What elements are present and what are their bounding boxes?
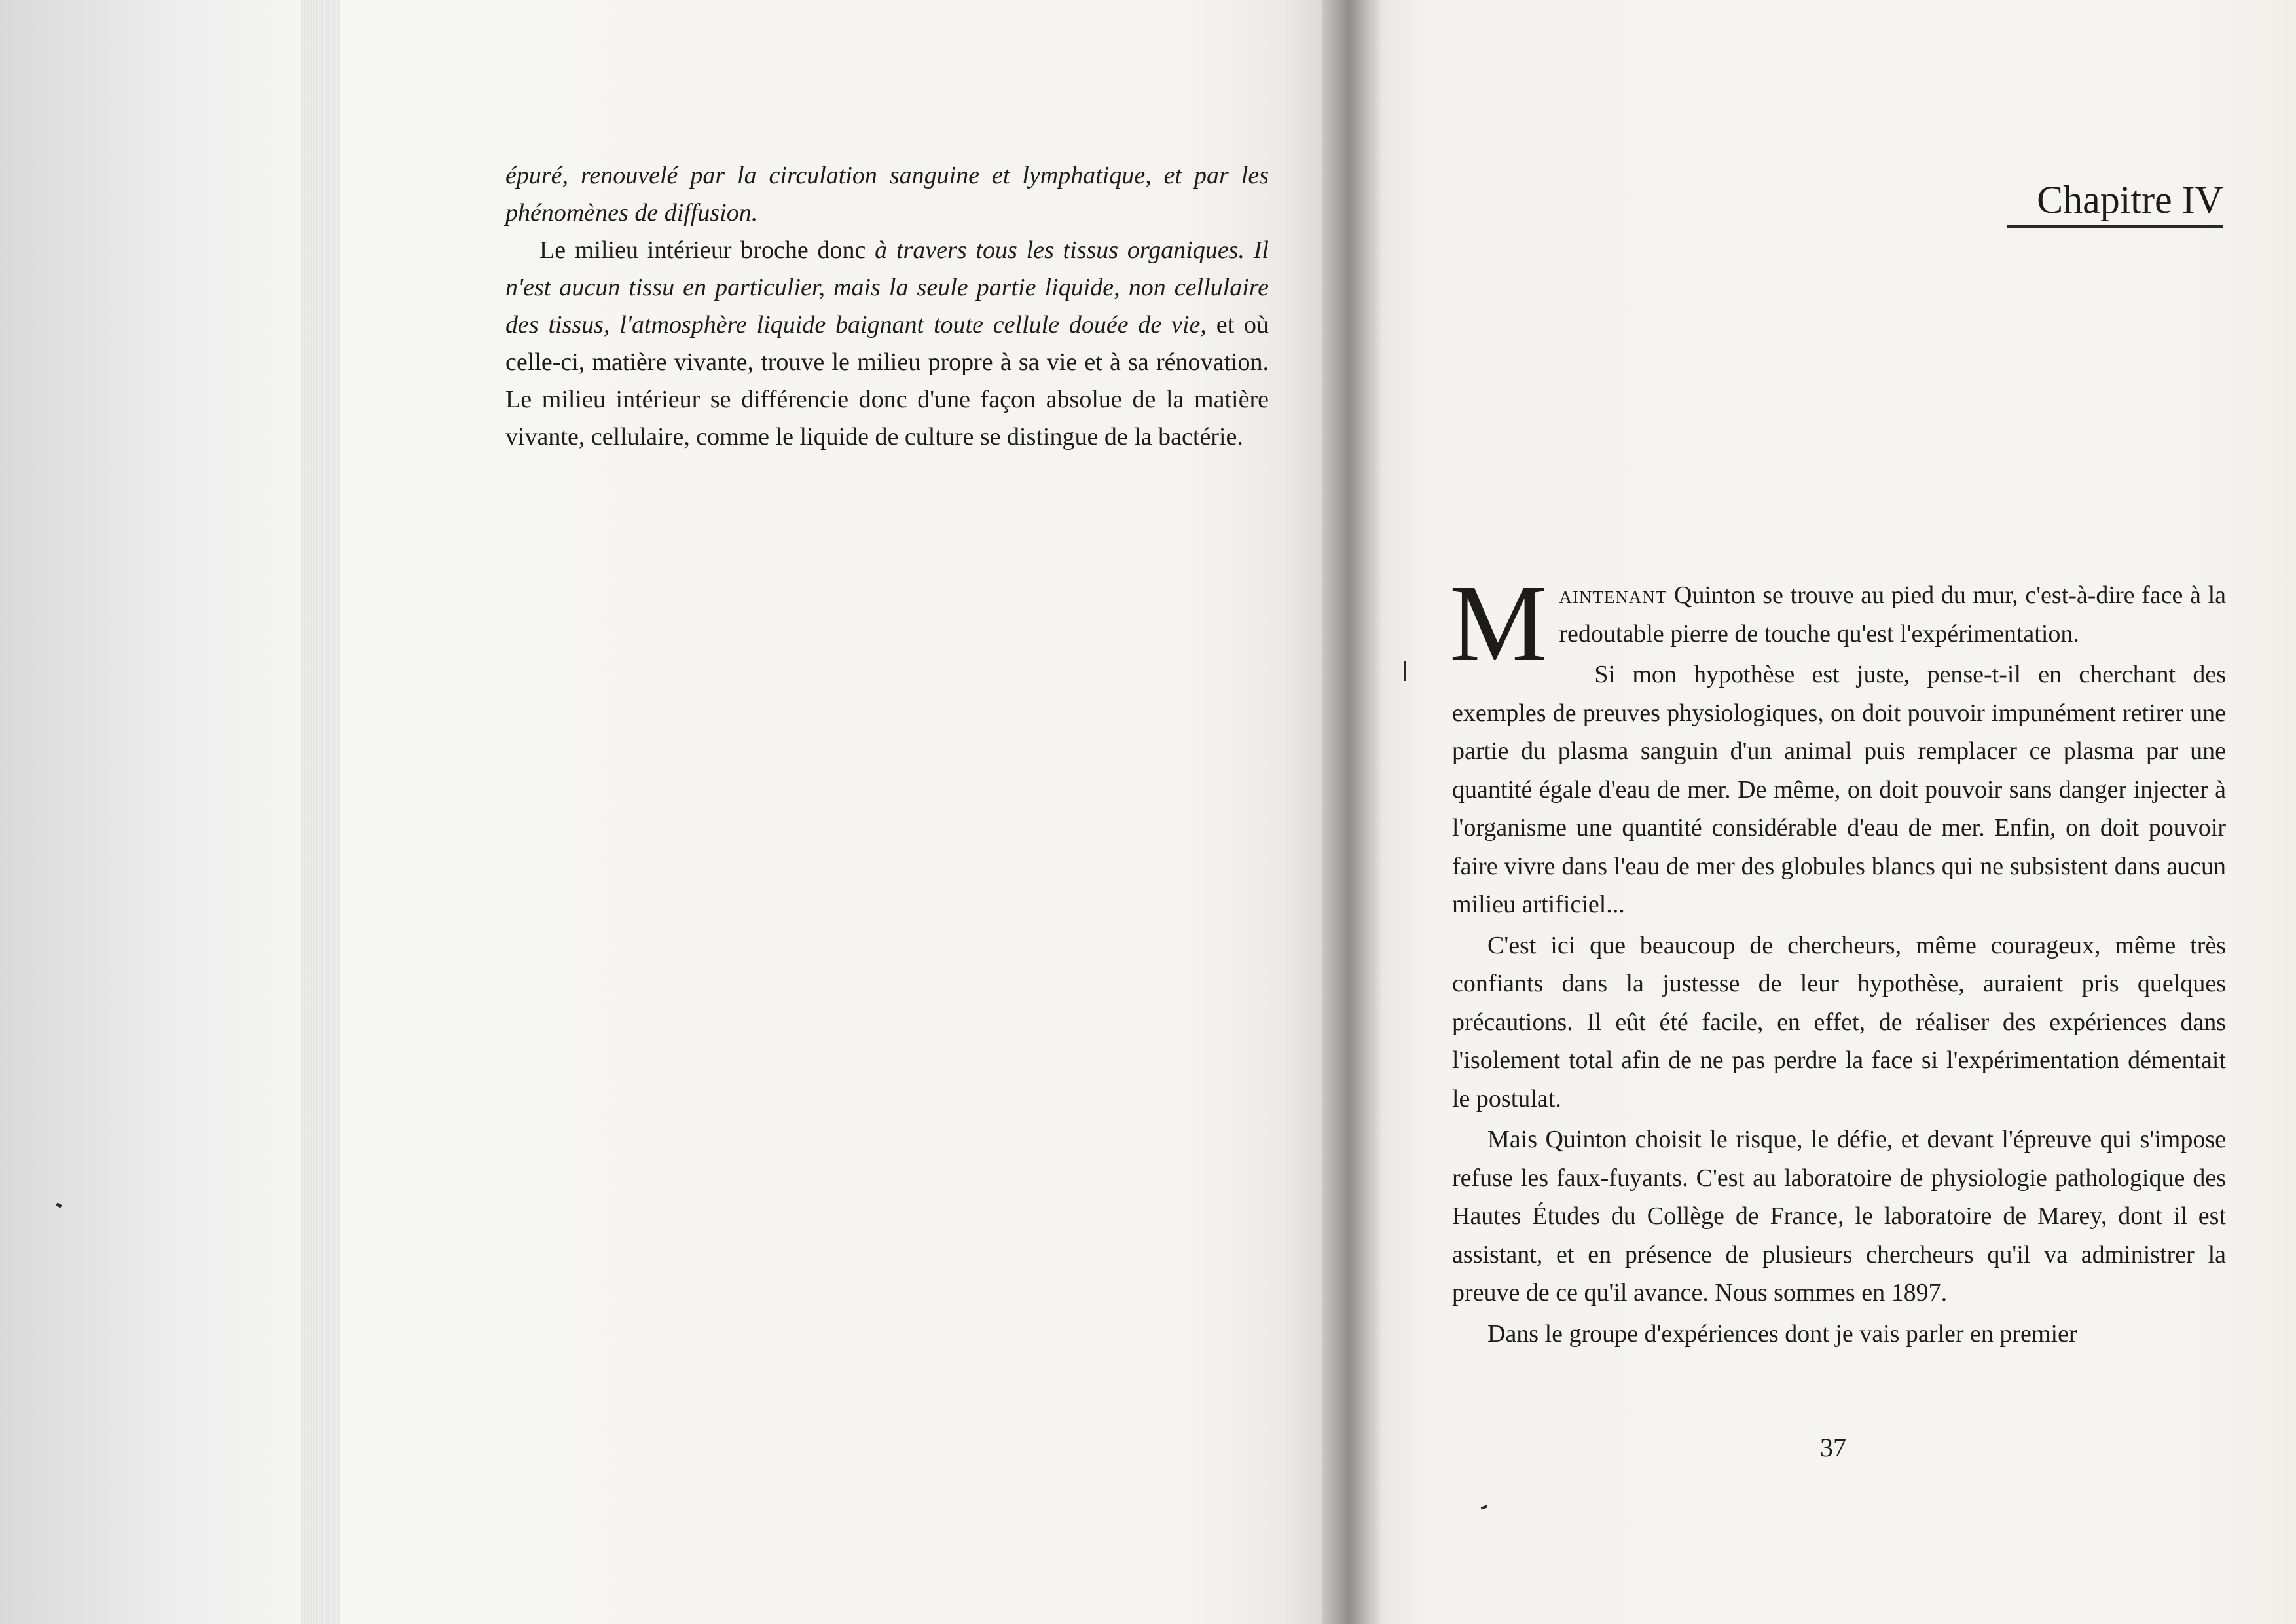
scan-mark-margin: [1404, 661, 1406, 681]
page-edges: [301, 0, 340, 1624]
right-paragraph-2: C'est ici que beaucoup de chercheurs, même courageux, même très confiants dans la justesse de leur hypothèse, auraient pris quelques précautions. Il eût été facile, en effet, de réaliser des expériences dans l'isolement total afin de ne pas perdre la face si l'expérimentation démentait le postulat.: [1452, 931, 2226, 1113]
right-paragraph-3: Mais Quinton choisit le risque, le défie, et devant l'épreuve qui s'impose refuse les faux-fuyants. C'est au laboratoire de physiologie pathologique des Hautes Études du Collège de France, le laboratoire de Marey, dont il est assistant, et en présence de plusieurs chercheurs qu'il va administrer la preuve de ce qu'il avance. Nous sommes en 1897.: [1452, 1126, 2226, 1306]
left-paragraph-1: [505, 157, 1269, 232]
right-paragraph-1: Si mon hypothèse est juste, pense-t-il en cherchant des exemples de preuves physiologiques, on doit pouvoir impunément retirer une partie du plasma sanguin d'un animal puis remplacer ce plasma par une quantité égale d'eau de mer. De même, on doit pouvoir sans danger injecter à l'organisme une quantité considérable d'eau de mer. Enfin, on doit pouvoir faire vivre dans l'eau de mer des globules blancs qui ne subsistent dans aucun milieu artificiel...: [1452, 661, 2226, 918]
book-gutter: [1322, 0, 1381, 1624]
left-p2-seg-1: Le milieu intérieur broche donc: [539, 236, 875, 264]
drop-cap: M: [1449, 563, 1548, 684]
right-paragraph-4: Dans le groupe d'expériences dont je vais parler en premier: [1487, 1320, 2077, 1348]
opening-smallcaps: aintenant: [1559, 581, 1667, 609]
right-page-text: [1449, 563, 2226, 1353]
left-paragraph-2: [505, 232, 1269, 456]
chapter-title: Chapitre IV: [2007, 175, 2223, 228]
left-page-text: [505, 157, 1269, 456]
left-p1-seg-1: épuré, renouvelé par la circulation sanguine et lymphatique, et par les phénomènes de diffusion.: [505, 162, 1269, 227]
left-p2-seg-2: à travers tous les tissus organiques. Il n'est aucun tissu en particulier, mais la seule partie liquide, non cellulaire des tissus, l'atmosphère liquide baignant toute cellule douée de vie,: [505, 236, 1269, 339]
opening-text: Quinton se trouve au pied du mur, c'est-à-dire face à la redoutable pierre de touche qu'est l'expérimentation.: [1559, 581, 2226, 648]
page-number: 37: [1820, 1433, 1846, 1462]
opening-paragraph: [1449, 563, 2226, 684]
left-p2-seg-3: et où celle-ci, matière vivante, trouve le milieu propre à sa vie et à sa rénovation. Le milieu intérieur se différencie donc d'une façon absolue de la matière vivante, cellulaire, comme le liquide de culture se distingue de la bactérie.: [505, 311, 1269, 451]
